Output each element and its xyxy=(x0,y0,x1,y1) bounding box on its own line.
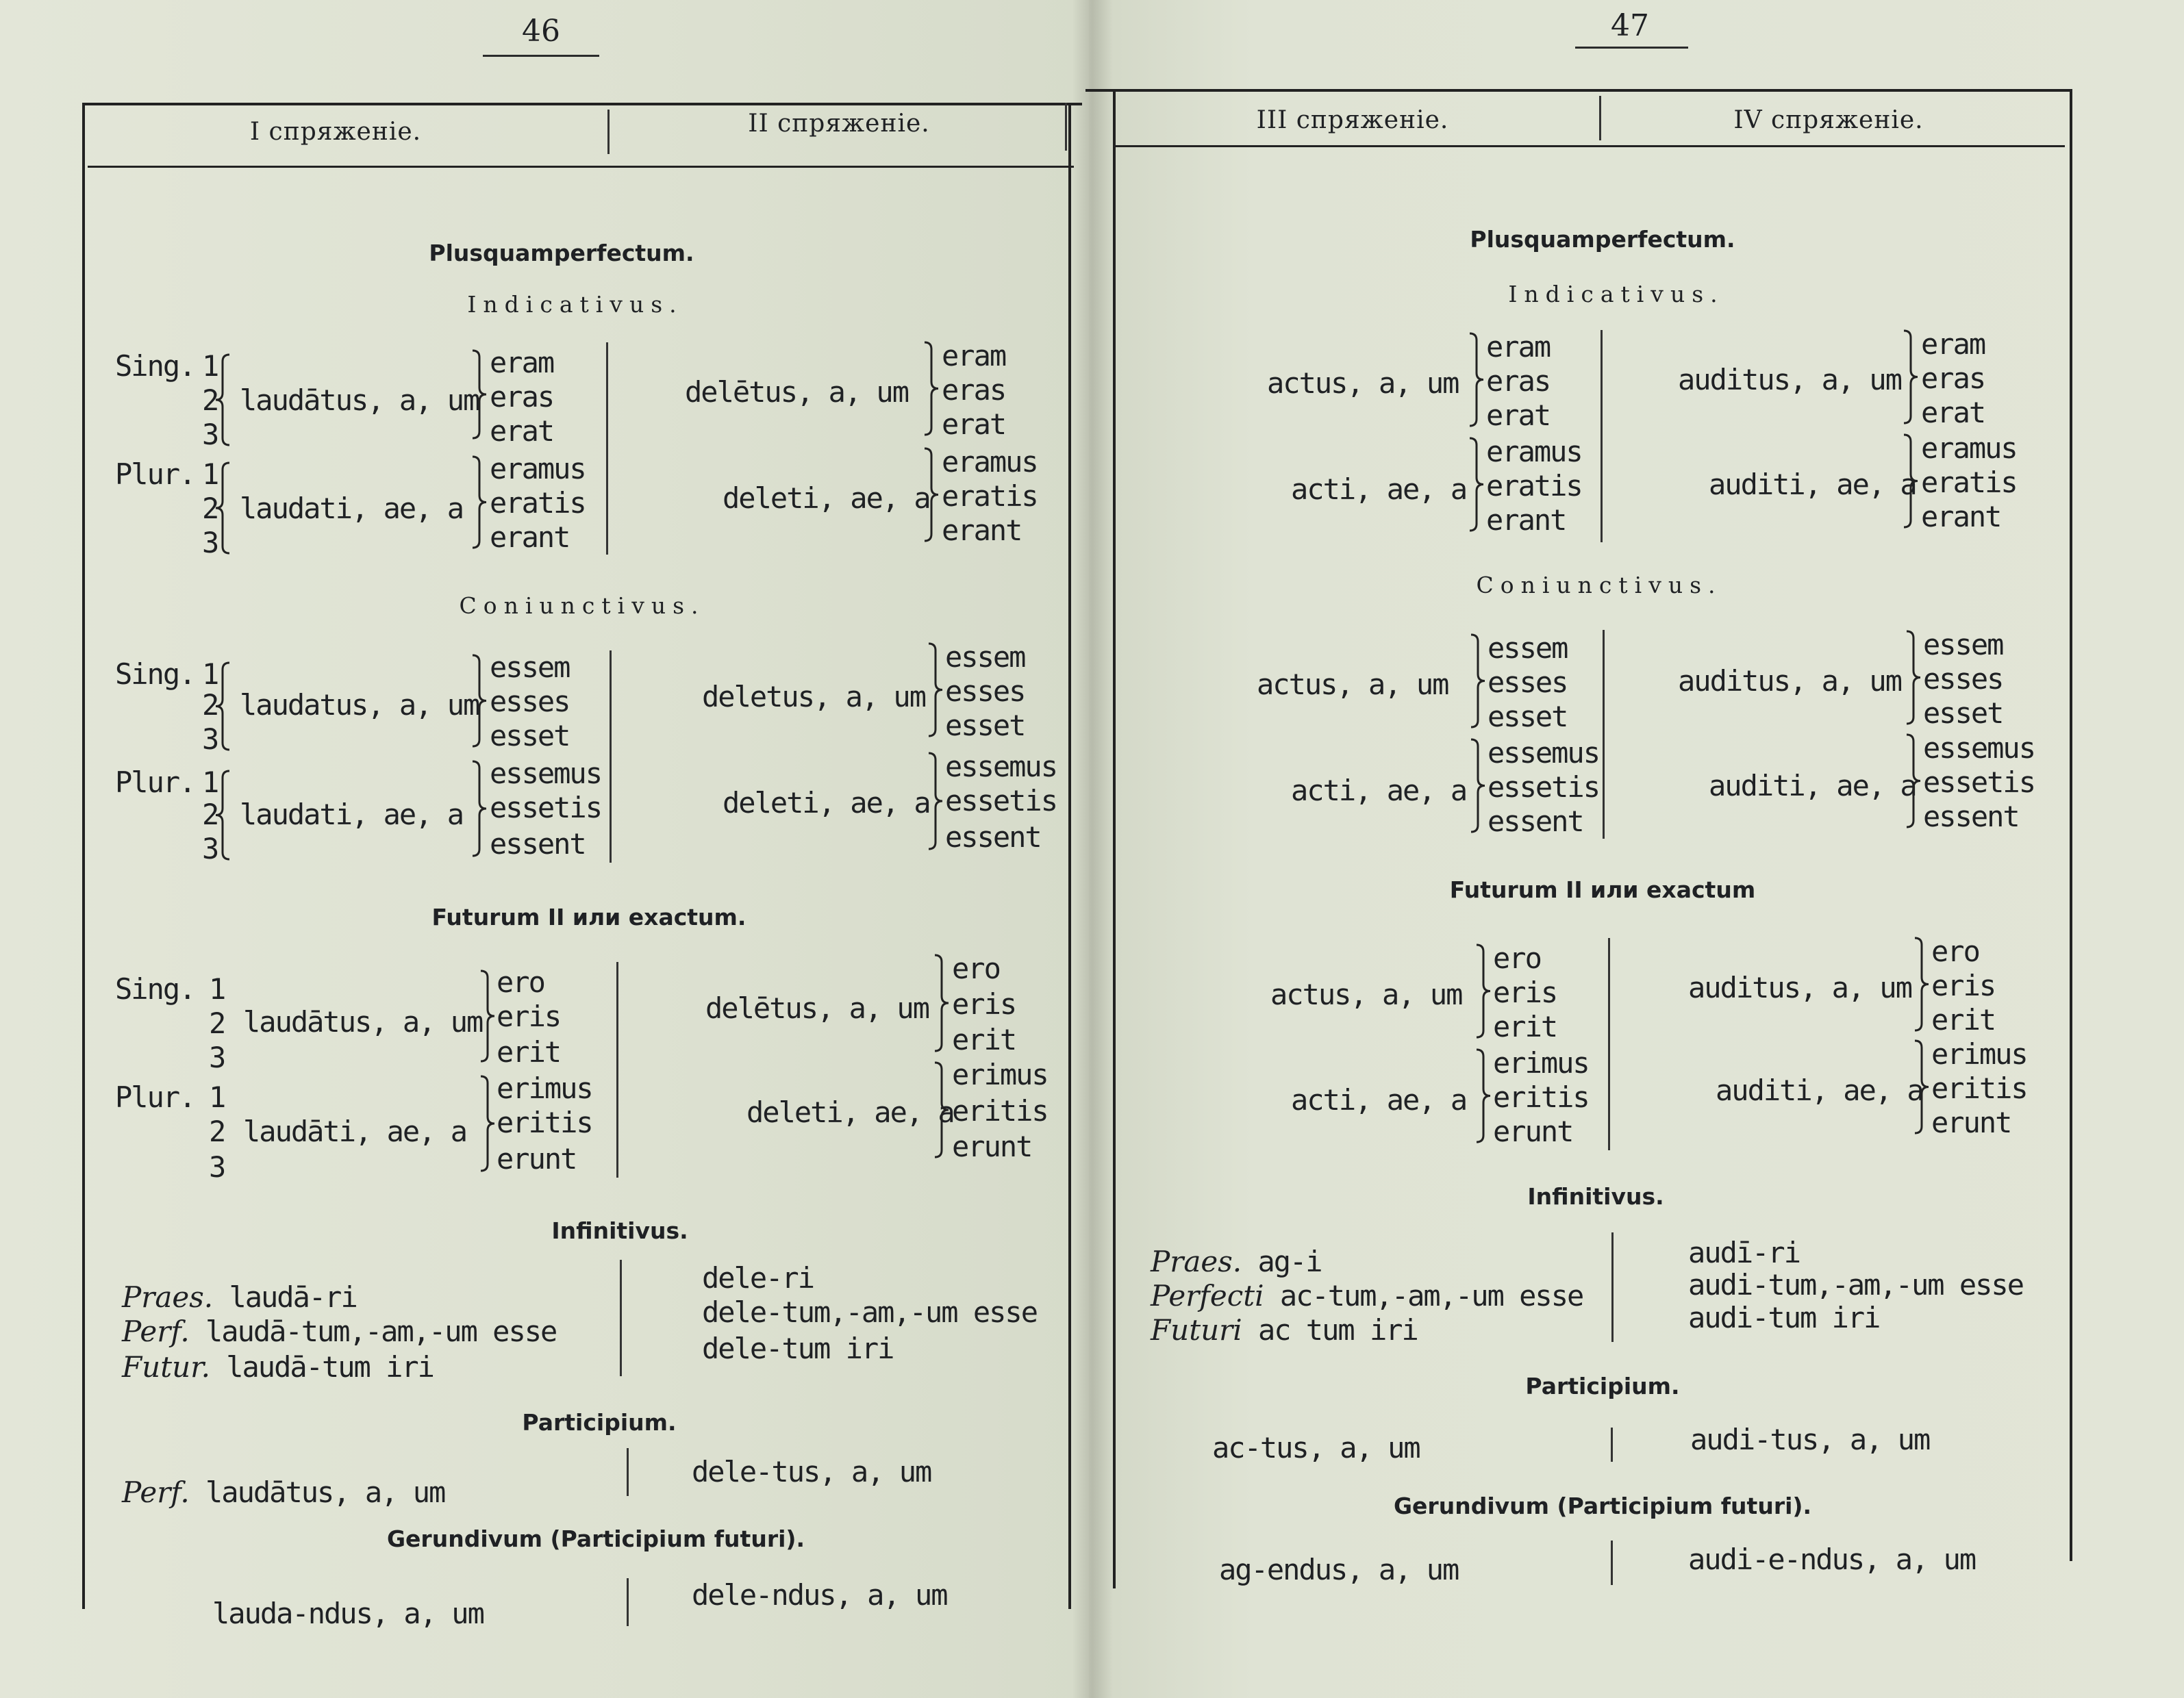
brace xyxy=(216,663,229,750)
stem-laudati: laudāti, ae, a xyxy=(243,1115,467,1148)
ending: erant xyxy=(490,520,570,554)
section-title-futurum: Futurum II или exactum xyxy=(1449,876,1756,903)
ending: essetis xyxy=(945,784,1057,818)
stem-deleti: deleti, ae, a xyxy=(723,786,930,820)
label-plur: Plur. xyxy=(115,457,195,491)
ending: eramus xyxy=(942,445,1038,479)
ending: eris xyxy=(1493,976,1557,1009)
ending: eram xyxy=(1921,327,1985,361)
ending: esses xyxy=(1488,666,1568,699)
brace xyxy=(1904,331,1918,423)
ending: ero xyxy=(1493,941,1541,975)
ending: esset xyxy=(1923,696,2003,730)
ending: eram xyxy=(942,339,1006,372)
stem-laudatus: laudatus, a, um xyxy=(240,688,479,722)
ending: eris xyxy=(497,1000,561,1033)
brace xyxy=(935,955,949,1051)
section-title-infinitivus: Infinitivus. xyxy=(1527,1183,1664,1210)
person-3: 3 xyxy=(202,722,218,756)
person-3: 3 xyxy=(209,1150,225,1184)
ending: eratis xyxy=(942,479,1038,513)
section-title-futurum: Futurum II или exactum. xyxy=(431,904,746,930)
person-3: 3 xyxy=(209,1041,225,1074)
ending: eramus xyxy=(1921,431,2017,465)
ending: eritis xyxy=(497,1106,592,1139)
subsection-title-coniunctivus: Coniunctivus. xyxy=(459,592,705,619)
ending: eris xyxy=(1931,969,1996,1002)
subsection-title-coniunctivus: Coniunctivus. xyxy=(1476,572,1722,598)
person-1: 1 xyxy=(202,349,218,383)
person-2: 2 xyxy=(209,1115,225,1148)
stem-auditi: auditi, ae, a xyxy=(1716,1074,1923,1107)
ending: eris xyxy=(952,987,1016,1021)
ending: esses xyxy=(945,674,1025,708)
ending: esses xyxy=(490,685,570,718)
ending: erant xyxy=(1486,503,1566,537)
infinitive-futur-4: audi-tum iri xyxy=(1688,1301,1880,1334)
stem-deletus: delētus, a, um xyxy=(705,991,929,1025)
brace xyxy=(1477,1050,1490,1142)
brace xyxy=(1471,739,1485,832)
stem-actus: actus, a, um xyxy=(1270,978,1462,1011)
infinitive-praes-4: audī-ri xyxy=(1688,1236,1800,1269)
brace xyxy=(925,342,938,435)
ending: eramus xyxy=(1486,435,1582,468)
ending: erat xyxy=(1486,398,1551,432)
person-1: 1 xyxy=(202,765,218,799)
subsection-title-indicativus: Indicativus. xyxy=(467,291,683,318)
ending: erimus xyxy=(1931,1037,2027,1071)
person-1: 1 xyxy=(202,457,218,491)
ending: esset xyxy=(945,709,1025,742)
label-sing: Sing. xyxy=(115,972,195,1006)
ending: ero xyxy=(952,952,1000,985)
stem-auditi: auditi, ae, a xyxy=(1709,769,1916,802)
brace xyxy=(1907,735,1920,827)
ending: essem xyxy=(1488,631,1568,665)
infinitive-perf-2: dele-tum,-am,-um esse xyxy=(702,1295,1038,1329)
person-2: 2 xyxy=(209,1006,225,1040)
brace xyxy=(1904,435,1918,527)
ending: essem xyxy=(945,640,1025,674)
ending: essent xyxy=(490,827,586,861)
brace xyxy=(1915,938,1929,1030)
participle-3: ac-tus, a, um xyxy=(1212,1431,1420,1465)
ending: erunt xyxy=(1931,1106,2011,1139)
ending: essetis xyxy=(1923,765,2035,799)
ending: essemus xyxy=(945,750,1057,783)
page-number-left: 46 xyxy=(522,14,560,49)
person-2: 2 xyxy=(202,492,218,525)
ending: erat xyxy=(942,407,1006,441)
ending: eras xyxy=(1486,364,1551,398)
brace xyxy=(925,448,938,541)
section-title-plusquamperfectum: Plusquamperfectum. xyxy=(429,240,694,266)
col-header-conj1: I спряженіе. xyxy=(249,118,422,146)
ending: erunt xyxy=(952,1130,1032,1163)
infinitive-praes-row: Praes. ag-i xyxy=(1151,1245,1322,1278)
brace xyxy=(473,761,486,856)
brace xyxy=(216,771,229,859)
gerundive-1: lauda-ndus, a, um xyxy=(212,1597,484,1630)
infinitive-perf-row: Perf. laudā-tum,-am,-um esse xyxy=(122,1315,557,1348)
ending: essem xyxy=(1923,628,2003,661)
ending: essetis xyxy=(490,791,602,824)
ending: erit xyxy=(1493,1010,1557,1043)
ending: eritis xyxy=(1931,1072,2027,1105)
stem-laudatus: laudātus, a, um xyxy=(240,383,479,417)
ending: erimus xyxy=(497,1072,592,1105)
person-1: 1 xyxy=(202,657,218,691)
ending: essent xyxy=(945,820,1041,854)
brace xyxy=(1470,333,1483,426)
ending: essem xyxy=(490,650,570,684)
section-title-infinitivus: Infinitivus. xyxy=(551,1217,688,1244)
infinitive-praes-row: Praes. laudā-ri xyxy=(122,1280,357,1314)
ending: esses xyxy=(1923,662,2003,696)
ending: eratis xyxy=(490,486,586,520)
ending: essent xyxy=(1923,800,2019,833)
ending: erit xyxy=(497,1035,561,1069)
ending: erunt xyxy=(497,1142,577,1176)
subsection-title-indicativus: Indicativus. xyxy=(1508,281,1724,307)
stem-actus: actus, a, um xyxy=(1257,668,1448,701)
ending: erant xyxy=(1921,500,2001,533)
stem-auditus: auditus, a, um xyxy=(1688,971,1912,1004)
stem-auditus: auditus, a, um xyxy=(1678,363,1902,396)
stem-laudatus: laudātus, a, um xyxy=(243,1005,483,1039)
section-title-participium: Participium. xyxy=(1525,1373,1680,1399)
participle-4: audi-tus, a, um xyxy=(1690,1423,1930,1456)
brace xyxy=(481,1076,494,1171)
ending: essent xyxy=(1488,804,1583,838)
label-plur: Plur. xyxy=(115,765,195,799)
participle-row-1: Perf. laudātus, a, um xyxy=(122,1475,445,1509)
person-2: 2 xyxy=(202,798,218,831)
ending: eram xyxy=(490,346,554,379)
infinitive-perf-4: audi-tum,-am,-um esse xyxy=(1688,1268,2024,1302)
infinitive-perf-row: Perfecti ac-tum,-am,-um esse xyxy=(1151,1279,1583,1313)
stem-auditus: auditus, a, um xyxy=(1678,664,1902,698)
brace xyxy=(216,355,229,445)
person-2: 2 xyxy=(202,688,218,722)
brace xyxy=(473,457,486,548)
ending: eras xyxy=(942,373,1006,407)
stem-actus: actus, a, um xyxy=(1267,366,1459,400)
ending: erunt xyxy=(1493,1115,1573,1148)
section-title-gerundivum: Gerundivum (Participium futuri). xyxy=(1393,1493,1812,1519)
ending: ero xyxy=(497,965,544,999)
ending: eritis xyxy=(1493,1080,1589,1114)
person-3: 3 xyxy=(202,832,218,865)
infinitive-praes-2: dele-ri xyxy=(702,1261,814,1295)
brace xyxy=(1470,438,1483,531)
brace xyxy=(473,351,486,438)
person-1: 1 xyxy=(209,972,225,1006)
stem-deletus: delētus, a, um xyxy=(685,375,909,409)
ending: erimus xyxy=(952,1058,1048,1091)
ending: erit xyxy=(952,1023,1016,1056)
ending: eras xyxy=(1921,362,1985,395)
brace xyxy=(216,463,229,553)
brace xyxy=(1915,1041,1929,1133)
person-3: 3 xyxy=(202,418,218,451)
ending: ero xyxy=(1931,935,1979,968)
stem-acti: acti, ae, a xyxy=(1291,1083,1467,1117)
participle-2: dele-tus, a, um xyxy=(692,1455,931,1488)
stem-acti: acti, ae, a xyxy=(1291,774,1467,807)
person-3: 3 xyxy=(202,526,218,559)
ending: essemus xyxy=(490,757,602,790)
ending: essemus xyxy=(1488,736,1600,770)
gerundive-3: ag-endus, a, um xyxy=(1219,1553,1459,1586)
brace xyxy=(929,753,942,849)
ending: eram xyxy=(1486,330,1551,364)
ending: esset xyxy=(490,719,570,752)
col-header-conj4: IV спряженіе. xyxy=(1733,106,1924,134)
ending: eramus xyxy=(490,452,586,485)
stem-deletus: deletus, a, um xyxy=(702,680,926,713)
ending: erant xyxy=(942,514,1022,547)
person-1: 1 xyxy=(209,1080,225,1114)
brace xyxy=(481,971,494,1061)
brace xyxy=(1471,635,1485,727)
ending: essemus xyxy=(1923,731,2035,765)
stem-deleti: deleti, ae, a xyxy=(723,481,930,515)
ending: erimus xyxy=(1493,1046,1589,1080)
ending: eratis xyxy=(1921,466,2017,499)
col-header-conj3: III спряженіе. xyxy=(1256,106,1449,134)
section-title-gerundivum: Gerundivum (Participium futuri). xyxy=(386,1525,805,1552)
ending: eritis xyxy=(952,1094,1048,1128)
label-sing: Sing. xyxy=(115,349,195,383)
person-2: 2 xyxy=(202,383,218,417)
brace xyxy=(1477,945,1490,1037)
ending: eratis xyxy=(1486,469,1582,503)
ending: esset xyxy=(1488,700,1568,733)
infinitive-futur-row: Futuri ac tum iri xyxy=(1151,1313,1418,1347)
ending: erat xyxy=(1921,396,1985,429)
stem-acti: acti, ae, a xyxy=(1291,472,1467,506)
ending: eras xyxy=(490,380,554,414)
col-header-conj2: II спряженіе. xyxy=(748,110,930,138)
brace xyxy=(473,655,486,746)
infinitive-futur-2: dele-tum iri xyxy=(702,1332,894,1365)
ending: erat xyxy=(490,414,554,448)
brace xyxy=(935,1063,949,1157)
brace xyxy=(1907,631,1920,724)
stem-auditi: auditi, ae, a xyxy=(1709,468,1916,501)
label-sing: Sing. xyxy=(115,657,195,691)
gerundive-2: dele-ndus, a, um xyxy=(692,1578,947,1612)
stem-deleti: deleti, ae, a xyxy=(746,1095,954,1129)
stem-laudati: laudati, ae, a xyxy=(240,492,464,525)
section-title-participium: Participium. xyxy=(522,1409,677,1436)
brace xyxy=(929,644,942,736)
ending: erit xyxy=(1931,1003,1996,1037)
section-title-plusquamperfectum: Plusquamperfectum. xyxy=(1470,226,1735,253)
gerundive-4: audi-e-ndus, a, um xyxy=(1688,1543,1976,1576)
label-plur: Plur. xyxy=(115,1080,195,1114)
ending: essetis xyxy=(1488,770,1600,804)
infinitive-futur-row: Futur. laudā-tum iri xyxy=(122,1350,434,1384)
stem-laudati: laudati, ae, a xyxy=(240,798,464,831)
page-number-right: 47 xyxy=(1611,8,1649,43)
